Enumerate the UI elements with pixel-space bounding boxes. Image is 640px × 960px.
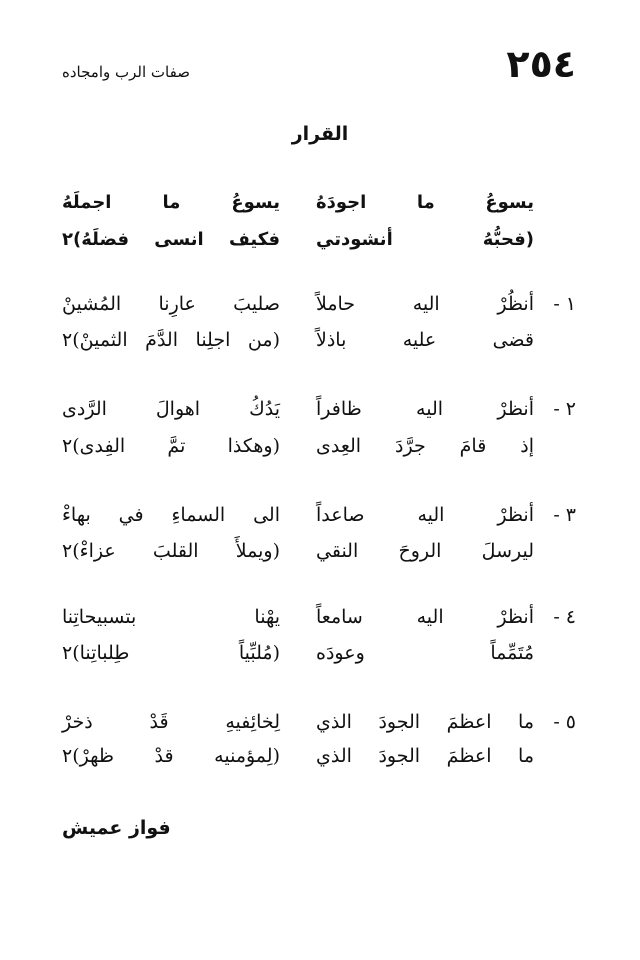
page-number: ٢٥٤ xyxy=(506,42,576,86)
verse-3-number: ٣ - xyxy=(553,504,576,526)
verse-2-line-2-right: إذ قامَ جرَّدَ العِدى xyxy=(316,435,534,457)
verse-4-number: ٤ - xyxy=(553,606,576,628)
verse-4-line-1-left: يهْنا بتسبيحاتِنا xyxy=(62,606,280,628)
verse-1-line-2-left: (من اجلِنا الدَّمَ الثمينْ)٢ xyxy=(62,329,280,351)
verse-3-line-2-right: ليرسلَ الروحَ النقي xyxy=(316,540,534,562)
verse-5-line-1-left: لِخائِفيهِ قَدْ ذخرْ xyxy=(62,711,280,733)
verse-4-line-1-right: أنظرْ اليه سامعاً xyxy=(316,606,534,628)
running-title: صفات الرب وامجاده xyxy=(62,63,190,81)
verse-3-line-2-left: (ويملأَ القلبَ عزاءْ)٢ xyxy=(62,540,280,562)
verse-3-line-1-right: أنظرْ اليه صاعداً xyxy=(316,504,534,526)
chorus-line-1-right: يسوعُ ما اجودَهُ xyxy=(316,192,534,213)
verse-5-line-1-right: ما اعظمَ الجودَ الذي xyxy=(316,711,534,733)
chorus-title: القرار xyxy=(291,123,349,145)
chorus-line-1-left: يسوعُ ما اجملَهُ xyxy=(62,192,280,213)
verse-2-line-1-right: أنظرْ اليه ظافراً xyxy=(316,398,534,420)
verse-5-number: ٥ - xyxy=(553,711,576,733)
verse-1-line-1-right: أنظُرْ اليه حاملاً xyxy=(316,293,534,315)
author-name: فواز عميش xyxy=(62,817,171,839)
verse-1-number: ١ - xyxy=(553,293,576,315)
chorus-line-2-right: (فحبُّهُ أنشودتي xyxy=(316,229,534,250)
verse-5-line-2-right: ما اعظمَ الجودَ الذي xyxy=(316,745,534,767)
verse-3-line-1-left: الى السماءِ في بهاءْ xyxy=(62,504,280,526)
verse-4-line-2-left: (مُلبِّياً طِلباتِنا)٢ xyxy=(62,642,280,664)
verse-2-line-2-left: (وهكذا تمَّ الفِدى)٢ xyxy=(62,435,280,457)
verse-2-line-1-left: يَدُكُ اهوالَ الرَّدى xyxy=(62,398,280,420)
verse-5-line-2-left: (لِمؤمنيه قدْ ظهرْ)٢ xyxy=(62,745,280,767)
chorus-line-2-left: فكيف انسى فضلَهُ)٢ xyxy=(62,229,280,250)
verse-2-number: ٢ - xyxy=(553,398,576,420)
verse-4-line-2-right: مُتَمِّماً وعودَه xyxy=(316,642,534,664)
verse-1-line-2-right: قضى عليه باذلاً xyxy=(316,329,534,351)
verse-1-line-1-left: صليبَ عارِنا المُشينْ xyxy=(62,293,280,315)
